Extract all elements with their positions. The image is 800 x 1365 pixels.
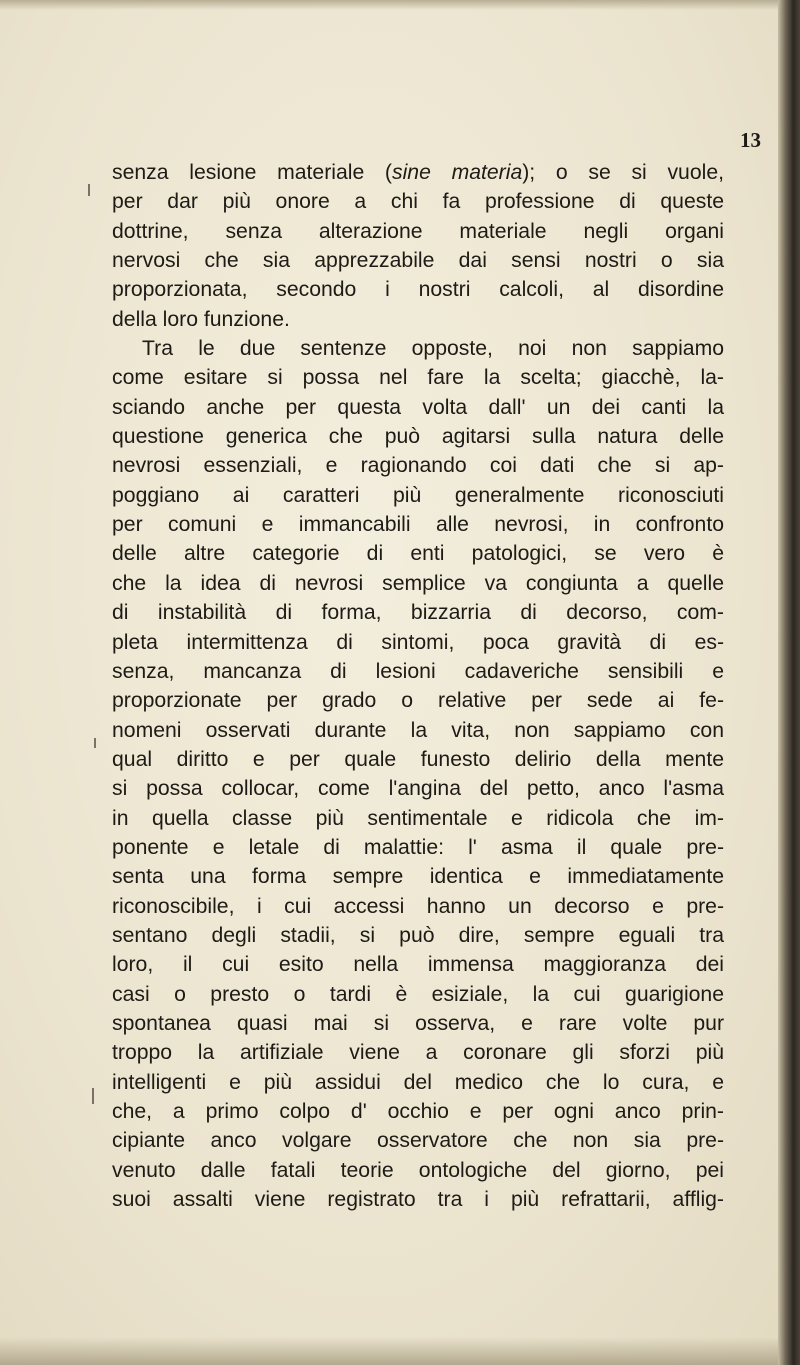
text-line: sentano degli stadii, si può dire, sempre eguali tra: [112, 923, 724, 947]
text-line: che la idea di nevrosi semplice va congiunta a quelle: [112, 571, 724, 595]
text-line: proporzionate per grado o relative per sede ai fe-: [112, 689, 724, 713]
body-text: [112, 158, 724, 1214]
text-line: delle altre categorie di enti patologici, se vero è: [112, 542, 724, 566]
text-line: Tra le due sentenze opposte, noi non sappiamo: [142, 337, 724, 361]
text-line: proporzionata, secondo i nostri calcoli, al disordine: [112, 278, 724, 302]
text-line: senza lesione materiale (sine materia); o se si vuole,: [112, 161, 724, 184]
text-line: senta una forma sempre identica e immediatamente: [112, 865, 724, 889]
text-line: che, a primo colpo d' occhio e per ogni anco prin-: [112, 1100, 724, 1123]
text-line: si possa collocar, come l'angina del petto, anco l'asma: [112, 777, 724, 801]
text-line: sciando anche per questa volta dall' un dei canti la: [112, 395, 724, 419]
page-number: 13: [740, 128, 761, 152]
text-line: ponente e letale di malattie: l' asma il quale pre-: [112, 835, 724, 859]
margin-mark: [88, 184, 90, 196]
text-line: nervosi che sia apprezzabile dai sensi nostri o sia: [112, 249, 724, 273]
text-line: pleta intermittenza di sintomi, poca gravità di es-: [112, 630, 724, 654]
text-line: di instabilità di forma, bizzarria di decorso, com-: [112, 601, 724, 625]
margin-mark: [92, 1088, 94, 1104]
text-line: poggiano ai caratteri più generalmente riconosciuti: [112, 483, 724, 507]
margin-mark: [94, 738, 96, 748]
text-line: casi o presto o tardi è esiziale, la cui guarigione: [112, 982, 724, 1006]
text-line: suoi assalti viene registrato tra i più refrattarii, afflig-: [112, 1188, 724, 1212]
text-line: intelligenti e più assidui del medico che lo cura, e: [112, 1070, 724, 1094]
text-line: riconoscibile, i cui accessi hanno un decorso e pre-: [112, 894, 724, 918]
text-line: per dar più onore a chi fa professione di queste: [112, 190, 724, 214]
page-binding-edge: [778, 0, 800, 1365]
text-line: senza, mancanza di lesioni cadaveriche sensibili e: [112, 659, 724, 683]
text-line: loro, il cui esito nella immensa maggioranza dei: [112, 953, 724, 977]
text-line: qual diritto e per quale funesto delirio della mente: [112, 747, 724, 771]
text-line: nevrosi essenziali, e ragionando coi dati che si ap-: [112, 454, 724, 478]
text-line: nomeni osservati durante la vita, non sappiamo con: [112, 718, 724, 742]
text-line: cipiante anco volgare osservatore che non sia pre-: [112, 1129, 724, 1153]
text-line: per comuni e immancabili alle nevrosi, in confronto: [112, 513, 724, 537]
text-line: dottrine, senza alterazione materiale negli organi: [112, 219, 724, 243]
text-line: in quella classe più sentimentale e ridicola che im-: [112, 806, 724, 830]
text-line: troppo la artifiziale viene a coronare gli sforzi più: [112, 1041, 724, 1065]
text-line: come esitare si possa nel fare la scelta; giacchè, la-: [112, 366, 724, 390]
text-line: della loro funzione.: [112, 307, 290, 331]
text-line: venuto dalle fatali teorie ontologiche del giorno, pei: [112, 1158, 724, 1182]
text-line: questione generica che può agitarsi sulla natura delle: [112, 425, 724, 449]
text-line: spontanea quasi mai si osserva, e rare volte pur: [112, 1011, 724, 1035]
page-bottom-shadow: [0, 1337, 790, 1365]
page-top-shadow: [0, 0, 790, 10]
